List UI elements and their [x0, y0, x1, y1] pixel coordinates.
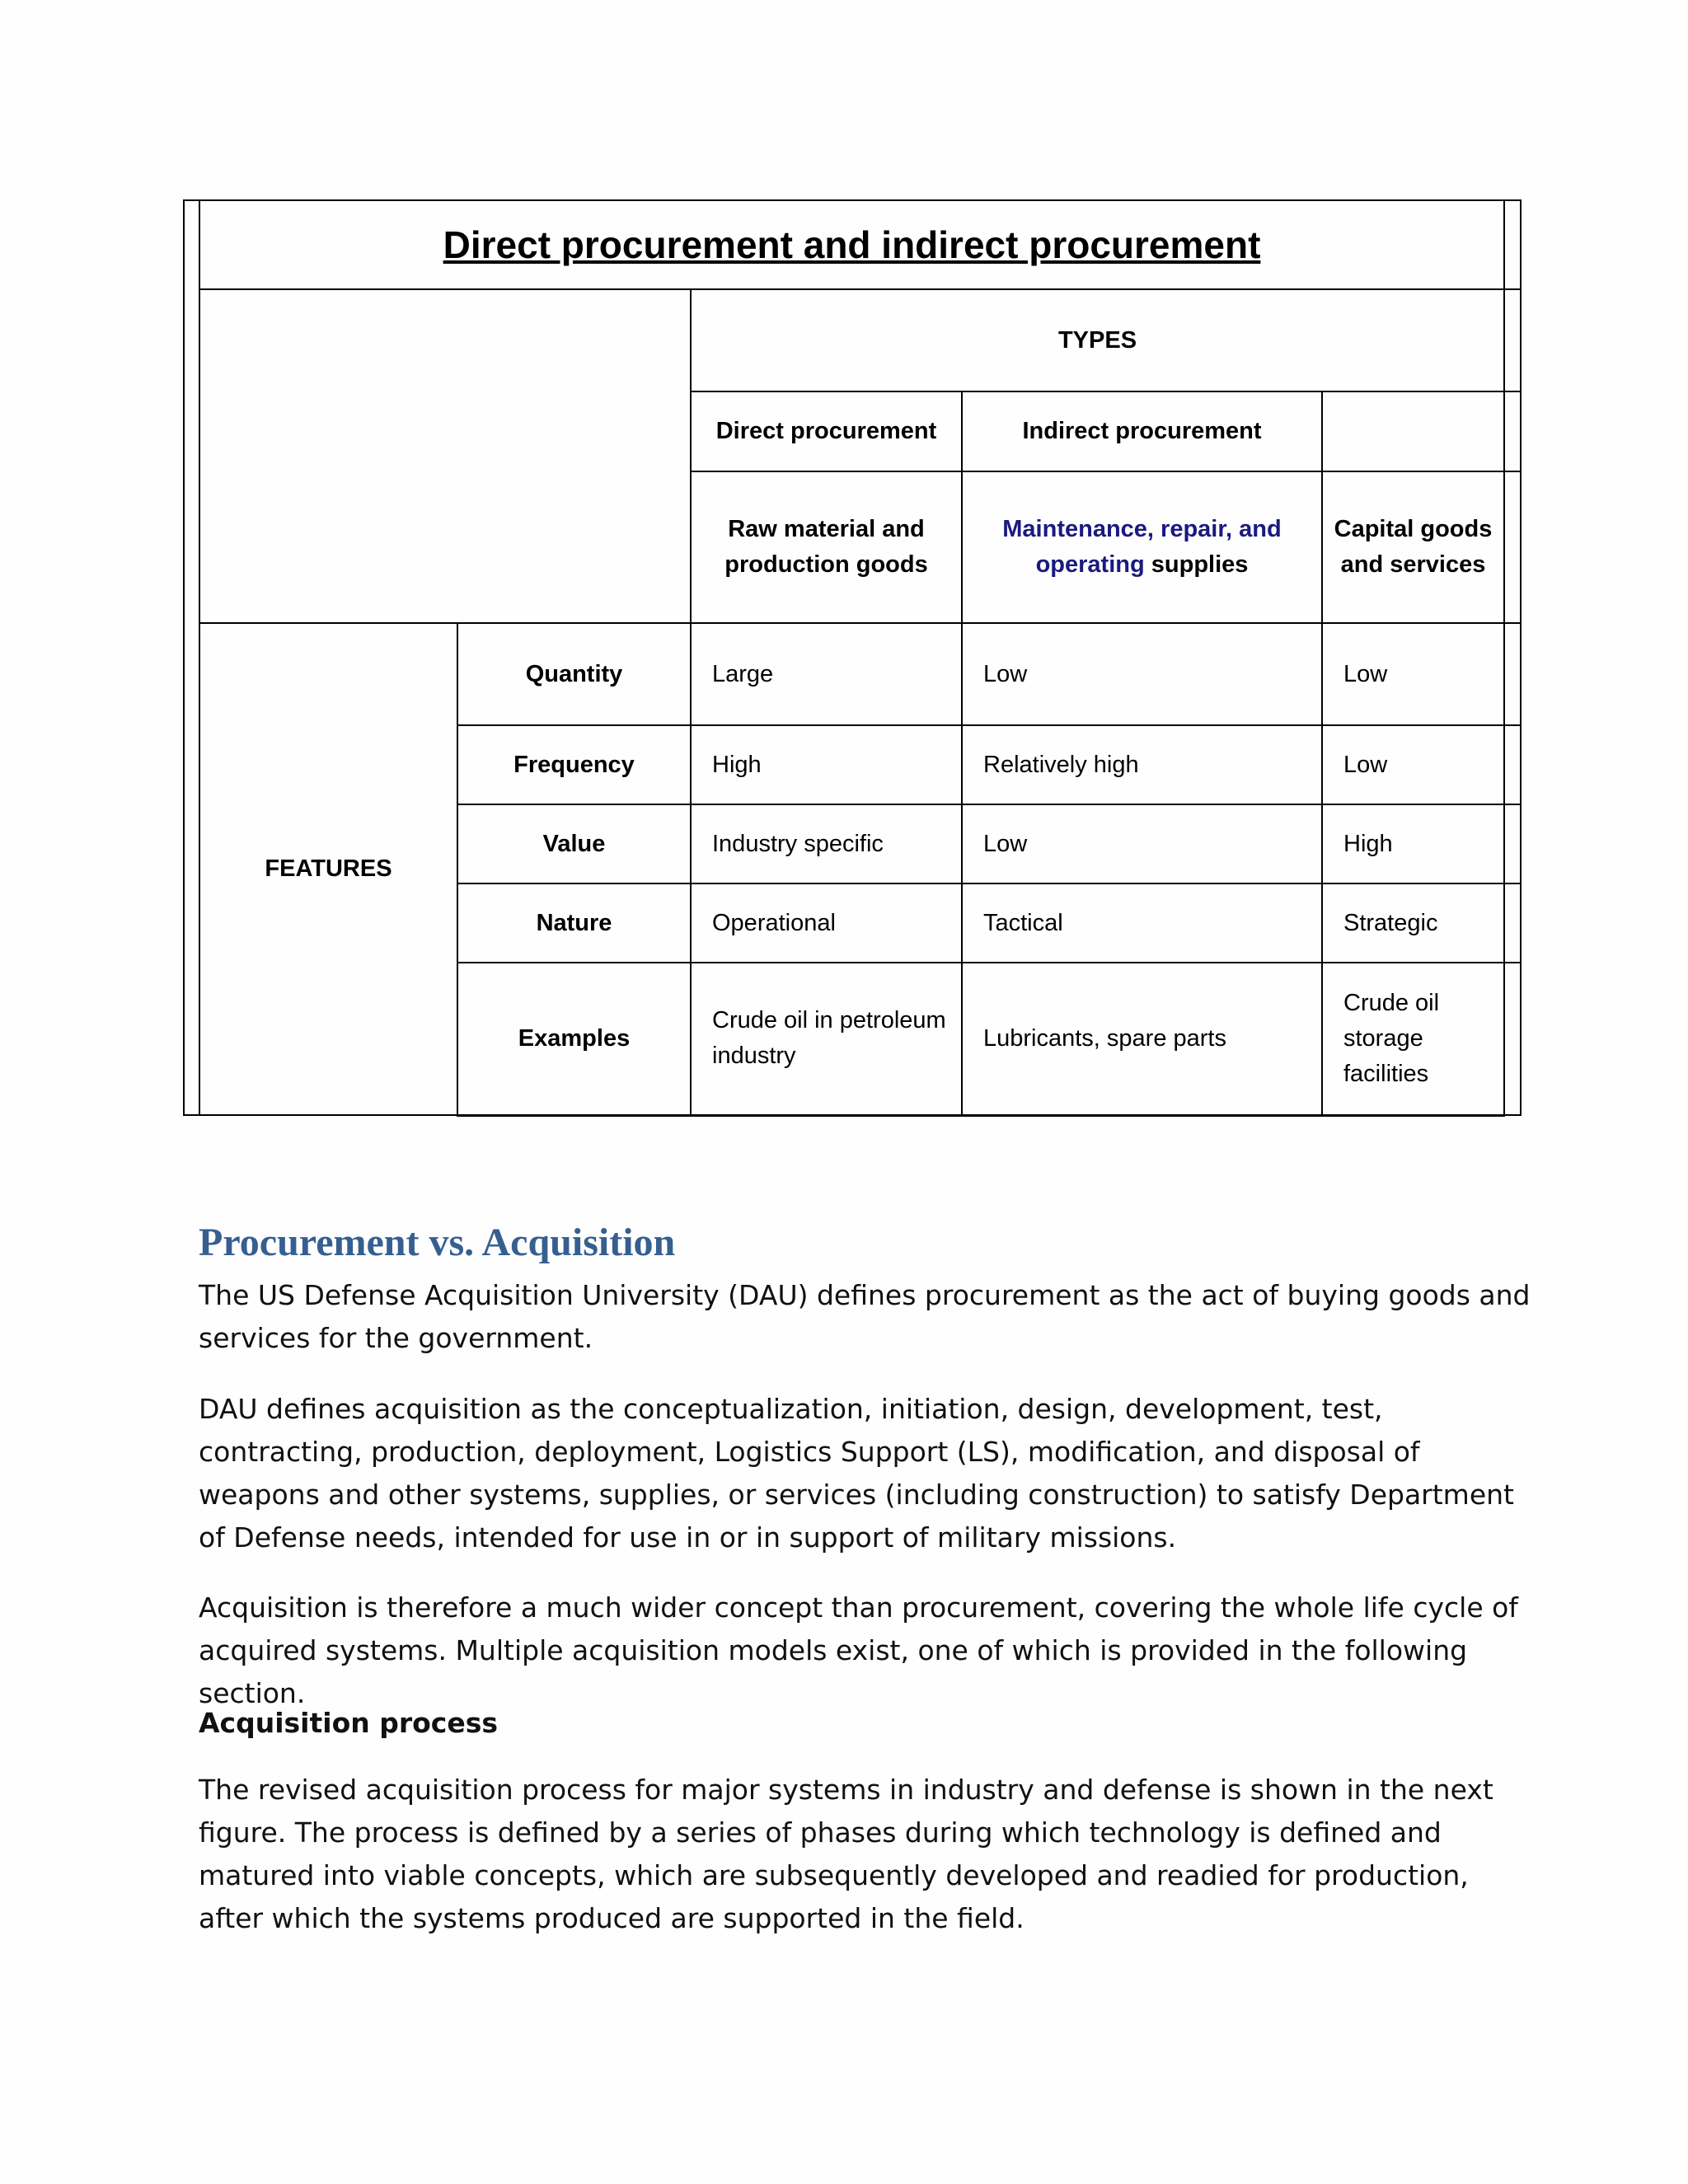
- row-label-examples: Examples: [457, 963, 691, 1115]
- table-right-frame: [1503, 199, 1520, 1116]
- row-label-frequency: Frequency: [457, 725, 691, 804]
- subheading-acquisition-process: Acquisition process: [199, 1707, 499, 1739]
- subhead-indirect-rest: supplies: [1144, 551, 1249, 578]
- cell-value-capital: High: [1322, 804, 1504, 883]
- cell-frequency-indirect: Relatively high: [962, 725, 1322, 804]
- cell-frequency-capital: Low: [1322, 725, 1504, 804]
- row-label-value: Value: [457, 804, 691, 883]
- cell-frequency-direct: High: [691, 725, 962, 804]
- row-label-quantity: Quantity: [457, 623, 691, 725]
- subhead-indirect: [962, 471, 1322, 623]
- column-header-empty: [1322, 391, 1504, 471]
- cell-quantity-capital: Low: [1322, 623, 1504, 725]
- row-label-nature: Nature: [457, 883, 691, 963]
- paragraph-4: The revised acquisition process for major systems in industry and defense is shown in the next figure. The process is defined by a series of phases during which technology is defined and matured into viable concepts, which are subsequently developed and readied for production, after which the systems produced are supported in the field.: [199, 1774, 1493, 1934]
- empty-corner-cell: [199, 289, 691, 623]
- paragraph-1: The US Defense Acquisition University (DAU) defines procurement as the act of buying goods and services for the government.: [199, 1279, 1531, 1354]
- column-header-indirect: Indirect procurement: [962, 391, 1322, 471]
- paragraph-3: Acquisition is therefore a much wider concept than procurement, covering the whole life cycle of acquired systems. Multiple acquisition models exist, one of which is provided in the following section.: [199, 1591, 1518, 1709]
- section-heading: Procurement vs. Acquisition: [199, 1221, 676, 1264]
- cell-nature-indirect: Tactical: [962, 883, 1322, 963]
- subhead-indirect-highlight: Maintenance, repair, and operating: [1002, 516, 1282, 578]
- features-label: FEATURES: [199, 623, 457, 1115]
- cell-nature-capital: Strategic: [1322, 883, 1504, 963]
- cell-quantity-direct: Large: [691, 623, 962, 725]
- cell-value-indirect: Low: [962, 804, 1322, 883]
- table-title: Direct procurement and indirect procurement: [199, 200, 1504, 289]
- cell-quantity-indirect: Low: [962, 623, 1322, 725]
- subhead-direct: Raw material and production goods: [691, 471, 962, 623]
- cell-examples-indirect: Lubricants, spare parts: [962, 963, 1322, 1115]
- paragraph-2: DAU defines acquisition as the conceptualization, initiation, design, development, test, contracting, production, deployment, Logistics Support (LS), modification, and disposal of weapons and other systems, supplies, or services (including construction) to satisfy Department of Defense needs, intended for use in or in support of military missions.: [199, 1393, 1514, 1554]
- subhead-capital: Capital goods and services: [1322, 471, 1504, 623]
- cell-examples-direct: Crude oil in petroleum industry: [691, 963, 962, 1115]
- types-header: TYPES: [691, 289, 1504, 391]
- cell-nature-direct: Operational: [691, 883, 962, 963]
- cell-examples-capital: Crude oil storage facilities: [1322, 963, 1504, 1115]
- cell-value-direct: Industry specific: [691, 804, 962, 883]
- procurement-table: [199, 199, 1505, 1117]
- column-header-direct: Direct procurement: [691, 391, 962, 471]
